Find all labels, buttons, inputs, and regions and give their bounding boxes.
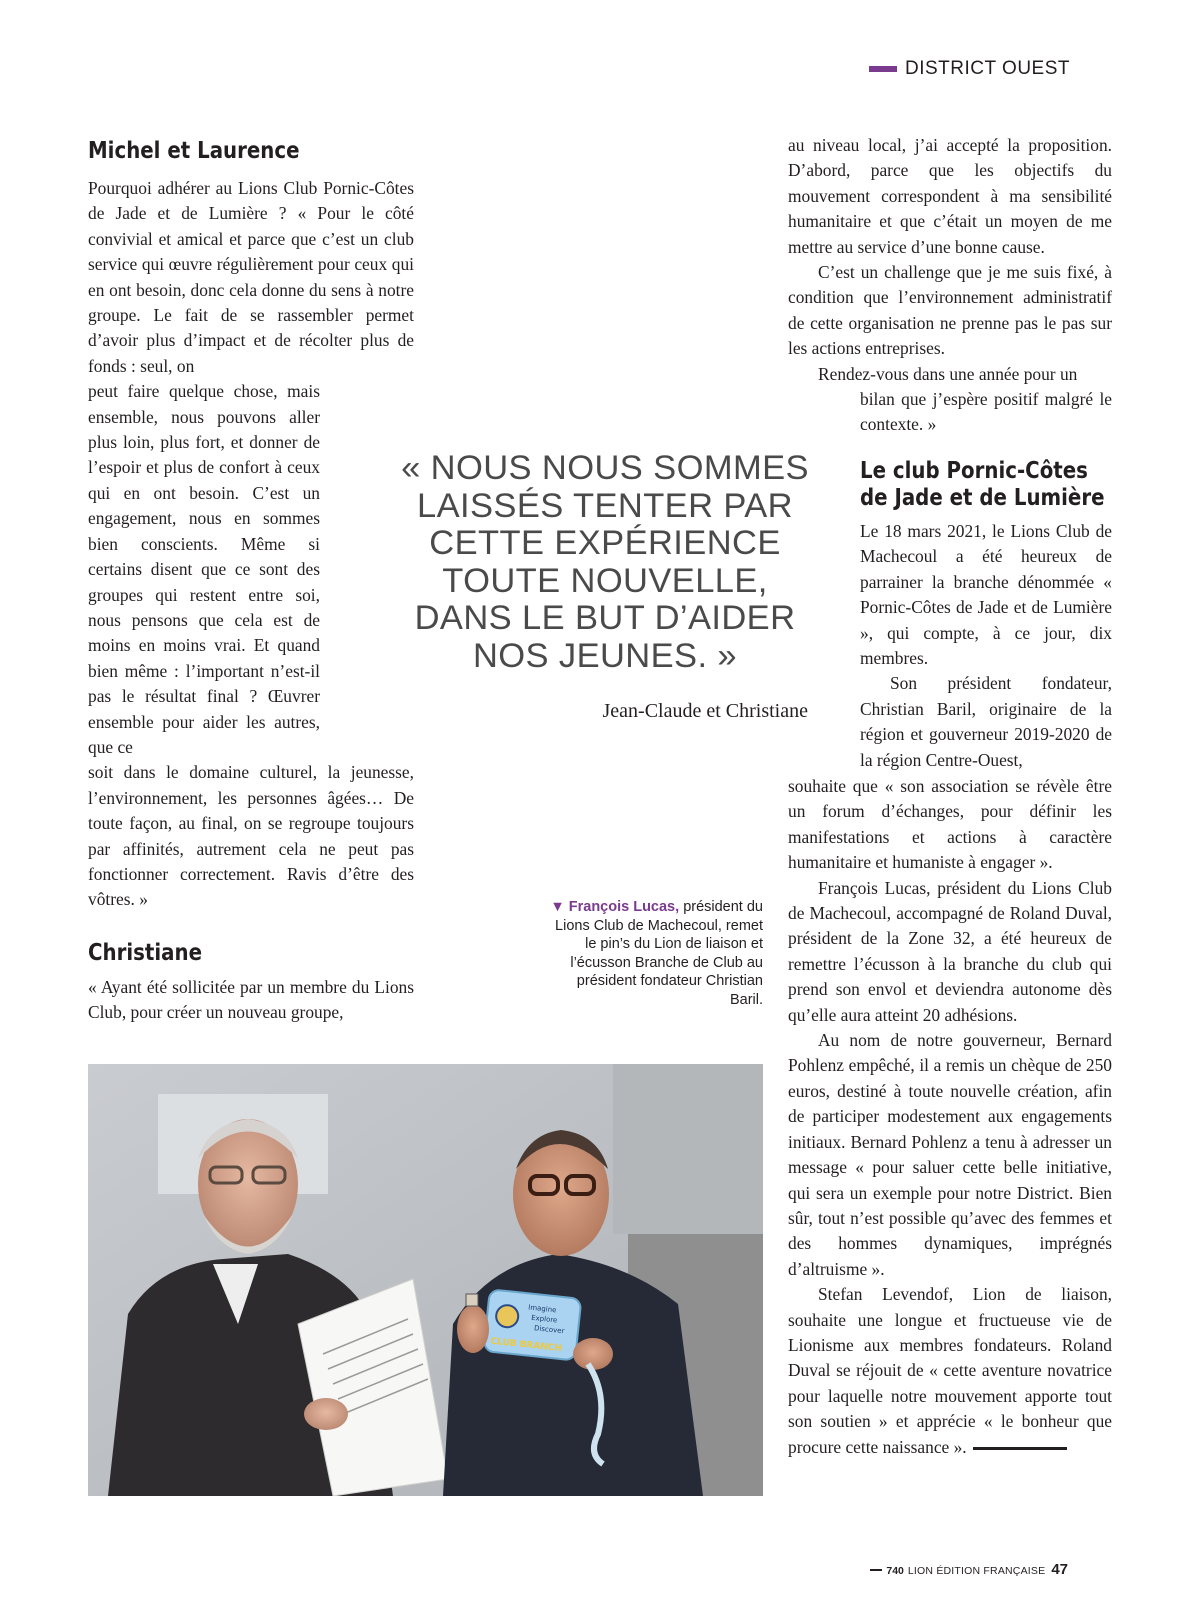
badge-line-4: CLUB BRANCH — [489, 1336, 563, 1355]
left-column — [88, 176, 414, 913]
paragraph-christiane: « Ayant été sollicitée par un membre du Lions Club, pour créer un nouveau groupe, — [88, 977, 414, 1023]
paragraph-michel-narrow: peut faire quelque chose, mais ensemble, nous pouvons aller plus loin, plus fort, et donner de l’espoir et plus de confort à ceux qui en ont besoin. C’est un engagement, nous en sommes bien conscients. Même si certains disent que ce sont des groupes qui restent entre soi, nous pensons que cela est de moins en moins vrai. Et quand bien même : l’important n’est-il pas le résultat final ? Œuvrer ensemble pour aider les autres, que ce — [88, 381, 320, 757]
caption-text: président du Lions Club de Machecoul, remet le pin’s du Lion de liaison et l’écusson Branche de Club au président fondateur Christian Baril. — [555, 899, 763, 1008]
footer-issue: 740 — [886, 1565, 904, 1577]
pull-quote-attribution: Jean-Claude et Christiane — [602, 700, 808, 722]
paragraph-right-2: C’est un challenge que je me suis fixé, à condition que l’environnement administratif de cette organisation ne prenne pas le pas sur les actions entreprises. — [788, 262, 1112, 359]
right-column-bottom — [788, 774, 1112, 1460]
photo-ceremony — [88, 1064, 763, 1496]
paragraph-michel-full: Pourquoi adhérer au Lions Club Pornic-Côtes de Jade et de Lumière ? « Pour le côté convivial et amical et parce que c’est un club service qui œuvre régulièrement pour ceux qui en ont besoin, donc cela donne du sens à notre groupe. Le fait de se rassembler permet d’avoir plus d’impact et de récolter plus de fonds : seul, on — [88, 178, 414, 376]
paragraph-michel-end: soit dans le domaine culturel, la jeunesse, l’environnement, les personnes âgées… De toute façon, au final, on se regroupe toujours par affinités, autrement cela ne peut pas fonctionner correctement. Ravis d’être des vôtres. » — [88, 762, 414, 910]
footer-publication: LION ÉDITION FRANÇAISE — [907, 1565, 1046, 1577]
club-branch-badge — [483, 1289, 581, 1360]
paragraph-right-3-rest: bilan que j’espère positif malgré le contexte. » — [860, 389, 1112, 435]
christiane-column — [88, 975, 414, 1026]
badge-line-3: Discover — [533, 1324, 565, 1336]
right-man-hand-left — [457, 1305, 489, 1353]
right-column-top — [788, 133, 1112, 438]
page-footer — [870, 1561, 1068, 1578]
left-man-hand — [304, 1398, 348, 1430]
photo-caption — [543, 898, 763, 1010]
paragraph-right-5-rest: souhaite que « son association se révèle être un forum d’échanges, pour définir les manifestations et actions à caractère humanitaire et humaniste à engager ». — [788, 776, 1112, 873]
photo-illustration — [88, 1064, 763, 1496]
pull-quote-text: « NOUS NOUS SOMMES LAISSÉS TENTER PAR CETTE EXPÉRIENCE TOUTE NOUVELLE, DANS LE BUT D’AIDER NOS JEUNES. » — [401, 449, 809, 675]
paragraph-right-7: Au nom de notre gouverneur, Bernard Pohlenz empêché, il a remis un chèque de 250 euros, destiné à toute nouvelle création, afin de participer modestement aux engagements initiaux. Bernard Pohlenz a tenu à adresser un message « pour saluer cette belle initiative, qui sera un exemple pour notre District. Bien sûr, tout n’est possible qu’avec des femmes et des hommes dynamiques, imprégnés d’altruisme ». — [788, 1030, 1112, 1279]
heading-christiane: Christiane — [88, 940, 202, 966]
paragraph-right-1: au niveau local, j’ai accepté la proposition. D’abord, parce que les objectifs du mouvement correspondent à ma sensibilité humanitaire et que c’était un moyen de me mettre au service d’une bonne cause. — [788, 135, 1112, 257]
section-header — [869, 58, 1070, 80]
heading-club: Le club Pornic-Côtes de Jade et de Lumière — [860, 458, 1105, 511]
pull-quote — [400, 450, 810, 676]
badge-line-1: Imagine — [527, 1303, 557, 1315]
caption-name: ▼ François Lucas, — [550, 899, 680, 915]
section-marker — [869, 66, 897, 72]
paragraph-right-4: Le 18 mars 2021, le Lions Club de Machecoul a été heureux de parrainer la branche dénommée « Pornic-Côtes de Jade et de Lumière », qui compte, à ce jour, dix membres. — [860, 521, 1112, 669]
lion-pin — [466, 1294, 478, 1306]
article-end-rule — [973, 1447, 1067, 1450]
paragraph-right-8-text: Stefan Levendof, Lion de liaison, souhaite une longue et fructueuse vie de Lionisme aux membres fondateurs. Roland Duval se réjouit de « cette aventure novatrice pour laquelle notre mouvement apporte tout son soutien » et apprécie « le bonheur que procure cette naissance ». — [788, 1284, 1112, 1457]
badge-line-2: Explore — [530, 1313, 558, 1325]
paragraph-right-6: François Lucas, président du Lions Club de Machecoul, accompagné de Roland Duval, président de la Zone 32, a été heureux de remettre l’écusson à la branche du club qui prend son envol et deviendra autonome dès qu’elle aura atteint 20 adhésions. — [788, 877, 1112, 1025]
section-title: DISTRICT OUEST — [905, 58, 1070, 79]
paragraph-right-5-indented: Son président fondateur, Christian Baril, originaire de la région et gouverneur 2019-2020 de la région Centre-Ouest, — [860, 673, 1112, 770]
page-number: 47 — [1051, 1561, 1068, 1578]
paragraph-right-8 — [788, 1282, 1112, 1460]
right-column-narrow — [860, 519, 1112, 773]
right-man-hand-right — [573, 1338, 613, 1370]
paragraph-right-3-first: Rendez-vous dans une année pour un — [818, 363, 1078, 384]
footer-dash — [870, 1569, 882, 1571]
heading-michel-laurence: Michel et Laurence — [88, 138, 300, 164]
wall-right — [613, 1064, 763, 1234]
